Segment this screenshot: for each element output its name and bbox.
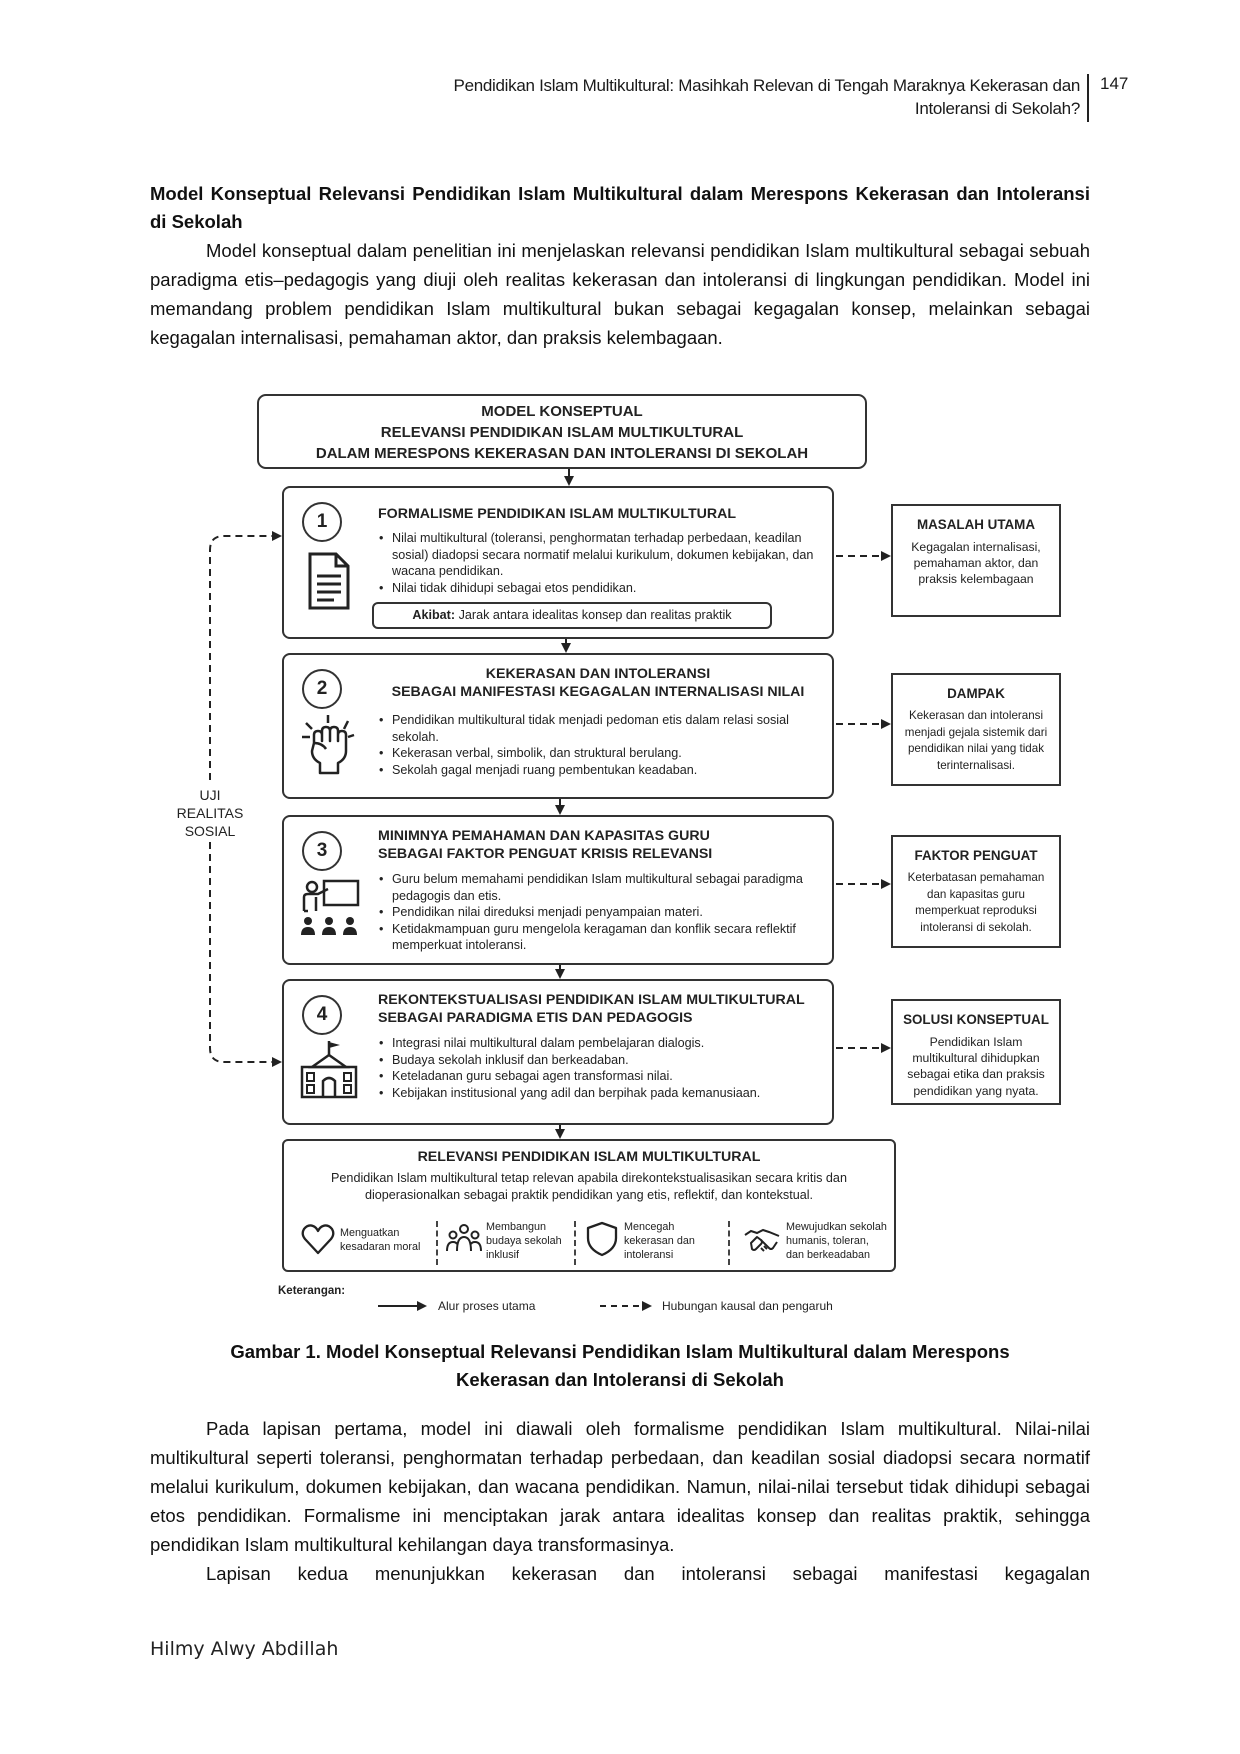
paragraph-layer-1 bbox=[150, 1414, 1090, 1559]
layer-bullets bbox=[378, 712, 818, 778]
layer-title bbox=[378, 992, 818, 1027]
handshake-icon bbox=[744, 1221, 780, 1257]
teacher-students-icon bbox=[298, 877, 360, 939]
side-box-title: SOLUSI KONSEPTUAL bbox=[903, 1012, 1049, 1027]
page-number: 147 bbox=[1100, 74, 1129, 93]
layer-title-line: KEKERASAN DAN INTOLERANSI bbox=[485, 666, 711, 682]
side-box-title: MASALAH UTAMA bbox=[916, 517, 1036, 532]
side-box-text: Kegagalan internalisasi, pemahaman aktor, dan praksis kelembagaan bbox=[911, 540, 1041, 587]
shield-icon bbox=[584, 1221, 620, 1257]
list-item: • Ketidakmampuan guru mengelola keragaman dan konflik secara reflektif memperkuat intoleransi. bbox=[378, 921, 818, 954]
side-box-title: FAKTOR PENGUAT bbox=[914, 848, 1038, 863]
list-item: • Sekolah gagal menjadi ruang pembentukan keadaban. bbox=[378, 762, 818, 779]
outcome-item bbox=[446, 1217, 576, 1265]
figure-title-line: RELEVANSI PENDIDIKAN ISLAM MULTIKULTURAL bbox=[380, 424, 744, 441]
list-item: • Kekerasan verbal, simbolik, dan struktural berulang. bbox=[378, 745, 818, 762]
figure-title-line: DALAM MERESPONS KEKERASAN DAN INTOLERANSI DI SEKOLAH bbox=[315, 445, 809, 462]
social-reality-test-label bbox=[168, 786, 252, 840]
outcome-label-line: dan berkeadaban bbox=[786, 1249, 871, 1261]
outcome-item bbox=[584, 1217, 714, 1265]
figure-caption bbox=[150, 1338, 1090, 1394]
list-item: • Integrasi nilai multikultural dalam pembelajaran dialogis. bbox=[378, 1035, 818, 1052]
layer-title bbox=[378, 666, 818, 701]
running-title-line-1: Pendidikan Islam Multikultural: Masihkah Relevan di Tengah Maraknya Kekerasan dan bbox=[453, 76, 1080, 95]
intro-paragraph-text: Model konseptual dalam penelitian ini menjelaskan relevansi pendidikan Islam multikultural sebagai sebuah paradigma etis–pedagogis yang diuji oleh realitas kekerasan dan intoleransi di lingkungan pendidikan. Model ini memandang problem pendidikan Islam multikultural bukan sebagai kegagalan konsep, melainkan sebagai kegagalan internalisasi, pemahaman aktor, dan praksis kelembagaan. bbox=[150, 240, 1090, 348]
outcome-label-line: Mewujudkan sekolah bbox=[786, 1221, 887, 1233]
layer-title-line: MINIMNYA PEMAHAMAN DAN KAPASITAS GURU bbox=[378, 828, 710, 844]
outcome-divider bbox=[574, 1221, 576, 1265]
relevance-description: Pendidikan Islam multikultural tetap relevan apabila direkontekstualisasikan secara kritis dan dioperasionalkan sebagai praktik pendidikan yang etis, reflektif, dan kontekstual. bbox=[331, 1171, 847, 1202]
outcome-label-line: humanis, toleran, bbox=[786, 1235, 869, 1247]
outcome-label-line: intoleransi bbox=[624, 1249, 674, 1261]
outcome-label-line: inklusif bbox=[486, 1249, 520, 1261]
social-test-loop-bottom bbox=[210, 842, 280, 1062]
outcome-label-line: kekerasan dan bbox=[624, 1235, 695, 1247]
outcome-item bbox=[300, 1217, 430, 1265]
layer-title-line: SEBAGAI MANIFESTASI KEGAGALAN INTERNALISASI NILAI bbox=[391, 683, 805, 700]
outcome-label-line: kesadaran moral bbox=[340, 1241, 421, 1253]
side-box-text: Keterbatasan pemahaman dan kapasitas guru memperkuat reproduksi intoleransi di sekolah. bbox=[907, 871, 1045, 934]
paragraph-layer-2 bbox=[150, 1559, 1090, 1588]
outcome-divider bbox=[728, 1221, 730, 1265]
layer-box-2 bbox=[282, 653, 834, 799]
outcome-label bbox=[486, 1220, 562, 1262]
layer-number: 3 bbox=[302, 831, 342, 871]
layer-number: 2 bbox=[302, 669, 342, 709]
side-label-line: SOSIAL bbox=[184, 823, 236, 839]
list-item: • Nilai multikultural (toleransi, penghormatan terhadap perbedaan, keadilan sosial) diadopsi secara normatif melalui kurikulum, dokumen kebijakan, dan wacana pendidikan. bbox=[378, 530, 818, 580]
layer-bullets bbox=[378, 530, 818, 596]
side-box-impact bbox=[891, 673, 1061, 786]
outcome-label bbox=[340, 1226, 420, 1254]
list-item: • Nilai tidak dihidupi sebagai etos pendidikan. bbox=[378, 580, 818, 597]
layer-box-3 bbox=[282, 815, 834, 965]
outcome-item bbox=[744, 1217, 894, 1265]
side-box-text: Pendidikan Islam multikultural dihidupkan sebagai etika dan praksis pendidikan yang nyata. bbox=[907, 1035, 1045, 1098]
author-footer: Hilmy Alwy Abdillah bbox=[150, 1638, 339, 1660]
consequence-label: Akibat: bbox=[412, 608, 456, 622]
outcome-label-line: Membangun bbox=[486, 1221, 547, 1233]
layer-box-1 bbox=[282, 486, 834, 639]
layer-number: 1 bbox=[302, 502, 342, 542]
side-box-conceptual-solution bbox=[891, 999, 1061, 1105]
consequence-box bbox=[372, 602, 772, 629]
layer-box-4 bbox=[282, 979, 834, 1125]
layer-title bbox=[378, 506, 818, 524]
list-item: • Pendidikan nilai direduksi menjadi penyampaian materi. bbox=[378, 904, 818, 921]
outcome-label bbox=[624, 1220, 695, 1262]
layer-bullets bbox=[378, 871, 818, 954]
figure-title-line: MODEL KONSEPTUAL bbox=[481, 403, 643, 420]
paragraph-layer-2-text: Lapisan kedua menunjukkan kekerasan dan intoleransi sebagai manifestasi kegagalan bbox=[206, 1563, 1090, 1584]
heart-icon bbox=[300, 1221, 336, 1257]
raised-fist-icon bbox=[298, 713, 360, 775]
side-box-title: DAMPAK bbox=[947, 686, 1005, 701]
social-test-loop bbox=[210, 536, 280, 780]
side-label-line: UJI bbox=[199, 787, 221, 803]
layer-title bbox=[378, 828, 818, 863]
school-building-icon bbox=[298, 1039, 360, 1101]
outcome-divider bbox=[436, 1221, 438, 1265]
layer-number: 4 bbox=[302, 995, 342, 1035]
relevance-box bbox=[282, 1139, 896, 1272]
figure-caption-line: Gambar 1. Model Konseptual Relevansi Pendidikan Islam Multikultural dalam Merespons bbox=[230, 1341, 1010, 1362]
list-item: • Budaya sekolah inklusif dan berkeadaban. bbox=[378, 1052, 818, 1069]
people-group-icon bbox=[446, 1221, 482, 1257]
figure-caption-line: Kekerasan dan Intoleransi di Sekolah bbox=[456, 1369, 784, 1390]
list-item: • Keteladanan guru sebagai agen transformasi nilai. bbox=[378, 1068, 818, 1085]
layer-title-line: REKONTEKSTUALISASI PENDIDIKAN ISLAM MULTIKULTURAL bbox=[378, 992, 805, 1008]
outcome-label-line: Menguatkan bbox=[340, 1227, 400, 1239]
list-item: • Pendidikan multikultural tidak menjadi pedoman etis dalam relasi sosial sekolah. bbox=[378, 712, 818, 745]
side-label-line: REALITAS bbox=[176, 805, 244, 821]
layer-bullets bbox=[378, 1035, 818, 1101]
figure-title-box bbox=[257, 394, 867, 469]
consequence-text: Jarak antara idealitas konsep dan realitas praktik bbox=[458, 608, 732, 622]
document-icon bbox=[298, 550, 360, 612]
side-box-text: Kekerasan dan intoleransi menjadi gejala sistemik dari pendidikan nilai yang tidak terinternalisasi. bbox=[904, 709, 1048, 772]
layer-title-line: FORMALISME PENDIDIKAN ISLAM MULTIKULTURAL bbox=[378, 506, 737, 522]
list-item: • Kebijakan institusional yang adil dan berpihak pada kemanusiaan. bbox=[378, 1085, 818, 1102]
layer-title-line: SEBAGAI PARADIGMA ETIS DAN PEDAGOGIS bbox=[378, 1009, 693, 1026]
legend-solid-label: Alur proses utama bbox=[438, 1299, 536, 1313]
legend-dashed-label: Hubungan kausal dan pengaruh bbox=[662, 1299, 833, 1313]
list-item: • Guru belum memahami pendidikan Islam multikultural sebagai paradigma pedagogis dan etis. bbox=[378, 871, 818, 904]
legend-title: Keterangan: bbox=[278, 1285, 346, 1297]
outcome-label-line: Mencegah bbox=[624, 1221, 675, 1233]
section-heading: Model Konseptual Relevansi Pendidikan Islam Multikultural dalam Merespons Kekerasan dan Intoleransi di Sekolah bbox=[150, 183, 1090, 232]
outcome-label-line: budaya sekolah bbox=[486, 1235, 562, 1247]
side-box-reinforcing-factor bbox=[891, 835, 1061, 948]
paragraph-layer-1-text: Pada lapisan pertama, model ini diawali oleh formalisme pendidikan Islam multikultural. Nilai-nilai multikultural seperti toleransi, penghormatan terhadap perbedaan, dan keadilan sosial diadopsi secara normatif melalui kurikulum, dokumen kebijakan, dan wacana pendidikan. Namun, nilai-nilai tersebut tidak dihidupi sebagai etos pendidikan. Formalisme ini menciptakan jarak antara idealitas konsep dan realitas praktik, sehingga pendidikan Islam multikultural kehilangan daya transformasinya. bbox=[150, 1418, 1090, 1555]
side-box-main-problem bbox=[891, 504, 1061, 617]
running-title-line-2: Intoleransi di Sekolah? bbox=[914, 99, 1080, 118]
outcome-label bbox=[786, 1220, 887, 1262]
layer-title-line: SEBAGAI FAKTOR PENGUAT KRISIS RELEVANSI bbox=[378, 845, 713, 862]
relevance-title: RELEVANSI PENDIDIKAN ISLAM MULTIKULTURAL bbox=[417, 1149, 761, 1165]
